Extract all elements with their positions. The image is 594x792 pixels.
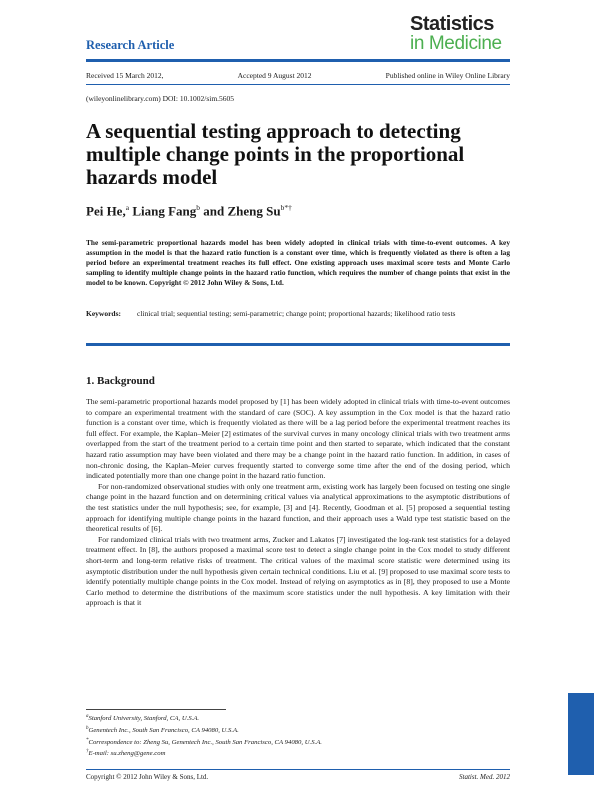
header-rule: [86, 59, 510, 62]
affiliation-mark: b*†: [280, 203, 292, 212]
article-title: A sequential testing approach to detecting multiple change points in the proportional hazards model: [86, 119, 465, 189]
journal-logo[interactable]: [410, 14, 502, 53]
footnote-correspondence: [86, 736, 322, 748]
footnote-text: Stanford University, Stanford, CA, U.S.A.: [88, 715, 200, 723]
footer-rule: [86, 769, 510, 770]
footnote-mark: b: [86, 725, 89, 731]
affiliation-mark: a: [125, 203, 130, 212]
meta-rule: [86, 84, 510, 85]
footnote-mark: a: [86, 714, 89, 719]
affiliation-mark: b: [196, 203, 200, 212]
published-online: Published online in Wiley Online Library: [385, 71, 510, 80]
journal-name-line2: in Medicine: [410, 33, 502, 54]
footnote-affiliation: [86, 712, 322, 724]
author-name: and Zheng Su: [203, 203, 281, 219]
footnote-text: Genentech Inc., South San Francisco, CA 94080, U.S.A.: [88, 727, 239, 735]
footnote-mark: †: [86, 749, 89, 755]
publication-dates: [86, 71, 510, 80]
footnote-text[interactable]: E-mail: su.zheng@gene.com: [88, 750, 166, 758]
received-date: Received 15 March 2012,: [86, 71, 164, 80]
side-tab-marker: [568, 693, 594, 775]
footnote-affiliation: [86, 724, 322, 736]
section-heading: 1. Background: [86, 375, 155, 387]
abstract-rule: [86, 343, 510, 346]
body-paragraph: For randomized clinical trials with two treatment arms, Zucker and Lakatos [7] investigated the log-rank test statistics for a delayed treatment effect. In [8], the authors proposed a maximal score test to detect a single change point in the Cox model to study different short-term and long-term relative risks of treatment. The critical values of the maximal score statistic were determined using its asymptotic distribution under the null hypothesis given certain technical conditions. Liu et al. [9] proposed to use maximal score tests to identify potentially multiple change points in the Cox model. Instead of relying on asymptotics as in [8], they proposed to use a Monte Carlo method to determine the distributions of the maximum score statistics under the null hypothesis. A key limitation with their approach is that it: [86, 534, 510, 608]
footer-citation: Statist. Med. 2012: [459, 773, 510, 781]
author-name: Pei He,: [86, 203, 126, 219]
keywords-list: clinical trial; sequential testing; semi-parametric; change point; proportional hazards; likelihood ratio tests: [137, 309, 456, 318]
footnote-rule: [86, 709, 226, 710]
footnote-text: Correspondence to: Zheng Su, Genentech Inc., South San Francisco, CA 94080, U.S.A.: [88, 738, 322, 746]
body-text: [86, 397, 510, 609]
author-name: Liang Fang: [132, 203, 197, 219]
body-paragraph: The semi-parametric proportional hazards model proposed by [1] has been widely adopted in clinical trials with time-to-event outcomes to compare an experimental treatment with the standard of care (SOC). A key assumption in the Cox model is that the hazard ratio function is a constant over time, which is frequently violated as there will be a lag period before the experimental treatment reaches its full effect. For example, the Kaplan–Meier [2] estimates of the survival curves in many oncology clinical trials with two treatment arms overlapped from the start of the treatment period to a certain time point and then started to separate, which indicated that the constant hazard ratio assumption may have been violated and there may be a change point in the hazard ratio function. In addition, in cases of non-chronic dosing, the Kaplan–Meier curves frequently started to converge some time after the end of the dosing period, which indicated potentially more than one change point in the hazard ratio function.: [86, 397, 510, 481]
body-paragraph: For non-randomized observational studies with only one treatment arm, existing work has largely been focused on testing one single change point in the hazard function and on determining critical values via analytical approximations to the asymptotic distributions of the test statistics under the null hypothesis; see, for example, [3] and [4]. Recently, Goodman et al. [5] proposed a sequential testing approach for identifying multiple change points in the hazard function, and their approach uses a Wald type test statistic based on the theoretical results of [6].: [86, 481, 510, 534]
doi-line[interactable]: (wileyonlinelibrary.com) DOI: 10.1002/sim.5605: [86, 94, 235, 103]
abstract: The semi-parametric proportional hazards model has been widely adopted in clinical trials with time-to-event outcomes. A key assumption in the model is that the hazard ratio function is a constant over time, which is frequently violated as there is often a lag period before an experimental treatment reaches its full effect. One existing approach uses maximal score tests and Monte Carlo sampling to identify multiple change points in the hazard ratio function, which requires the number of change points that exist in the model to be known. Copyright © 2012 John Wiley & Sons, Ltd.: [86, 238, 510, 287]
footer-copyright: Copyright © 2012 John Wiley & Sons, Ltd.: [86, 773, 209, 781]
journal-name-line1: Statistics: [410, 13, 494, 35]
footnotes: [86, 712, 322, 759]
keywords-label: Keywords:: [86, 309, 121, 318]
accepted-date: Accepted 9 August 2012: [237, 71, 312, 80]
article-type-label: Research Article: [86, 38, 175, 52]
author-list: [86, 203, 292, 219]
footnote-mark: *: [86, 737, 89, 743]
footnote-email[interactable]: [86, 747, 322, 759]
